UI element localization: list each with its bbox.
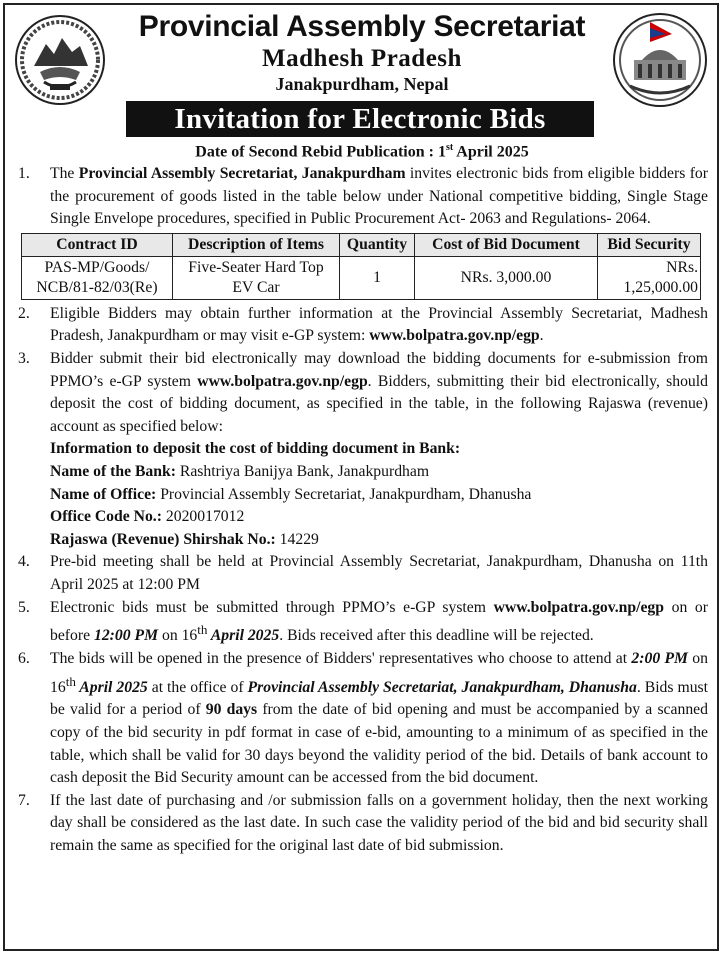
bank-info (50, 438, 708, 551)
cell-contract-id (22, 256, 173, 299)
clause-number: 1. (18, 165, 30, 182)
office-name-value: Provincial Assembly Secretariat, Janakpurdham, Dhanusha (156, 485, 532, 503)
date-suffix: th (197, 622, 208, 638)
notice-body (18, 163, 708, 858)
clause-text: on 16 (50, 649, 708, 696)
cell-text: PAS-MP/Goods/ (44, 258, 150, 276)
deadline-date: April 2025 (207, 627, 280, 645)
clause-text: . Bids received after this deadline will be rejected. (279, 627, 594, 645)
egp-link[interactable]: www.bolpatra.gov.np/egp (493, 598, 664, 616)
bank-name-label: Name of the Bank: (50, 462, 176, 480)
col-description: Description of Items (173, 233, 340, 256)
col-quantity: Quantity (340, 233, 415, 256)
clause-emphasis: Provincial Assembly Secretariat, Janakpurdham (78, 165, 406, 182)
office-code-label: Office Code No.: (50, 508, 162, 526)
clause-4 (18, 551, 708, 596)
notice-banner: Invitation for Electronic Bids (126, 101, 594, 137)
cell-text: EV Car (232, 278, 280, 296)
clause-text: The (50, 165, 79, 182)
clause-number: 5. (18, 598, 30, 616)
publication-date (0, 142, 724, 161)
cell-text: NRs. (666, 258, 698, 276)
bid-table-wrapper (18, 233, 708, 300)
office-name-label: Name of Office: (50, 485, 157, 503)
pub-date-suffix: st (445, 142, 454, 153)
bank-info-heading: Information to deposit the cost of bidding document in Bank: (50, 440, 461, 458)
col-contract-id: Contract ID (22, 233, 173, 256)
deadline-time: 12:00 PM (93, 627, 159, 645)
cell-text: NCB/81-82/03(Re) (36, 278, 158, 296)
cell-quantity: 1 (340, 256, 415, 299)
clause-2 (18, 303, 708, 348)
cell-text: Five-Seater Hard Top (188, 258, 324, 276)
table-row (22, 256, 701, 299)
clause-text: at the office of (147, 678, 248, 696)
clause-text: . Bidders, submitting their bid electronically, should deposit the cost of bidding document, as specified in the table, in the following Rajaswa (revenue) account as specified below: (50, 372, 708, 435)
opening-date: April 2025 (75, 678, 148, 696)
pub-date-label: Date of Second Rebid Publication : (195, 143, 434, 161)
clause-text: . (539, 327, 544, 345)
cell-cost: NRs. 3,000.00 (415, 256, 598, 299)
cell-description (173, 256, 340, 299)
col-cost: Cost of Bid Document (415, 233, 598, 256)
clause-text: from the date of bid opening and must be accompanied by a scanned copy of the bid security in pdf format in case of e-bid, amounting to a minimum of as specified in the table, which shall be valid for 30 days beyond the validity period of the bid. Details of bank account to cash deposit the Bid Security amount can be accessed from the bid document. (50, 701, 708, 787)
clause-text: on or before (50, 598, 708, 645)
clause-text: The bids will be opened in the presence of Bidders' representatives who choose to attend at (50, 649, 632, 667)
opening-time: 2:00 PM (631, 649, 688, 667)
cell-text: 1,25,000.00 (623, 278, 698, 296)
clause-3 (18, 348, 708, 551)
clause-text: Eligible Bidders may obtain further information at the Provincial Assembly Secretariat, Madhesh Pradesh, Janakpurdham or may visit e-GP system: (50, 304, 708, 345)
table-header-row (22, 233, 701, 256)
clause-5 (18, 597, 708, 648)
col-bid-security: Bid Security (598, 233, 701, 256)
validity-period: 90 days (205, 701, 258, 719)
clause-text: on 16 (158, 627, 198, 645)
shirshak-value: 14229 (275, 530, 319, 548)
clause-number: 3. (18, 349, 30, 367)
clause-text: . Bids must be valid for a period of (50, 678, 708, 719)
clause-number: 7. (18, 791, 30, 809)
org-title: Provincial Assembly Secretariat (138, 10, 586, 43)
clause-text: Bidder submit their bid electronically may download the bidding documents for e-submission from PPMO’s e-GP system (50, 349, 708, 390)
office-code-value: 2020017012 (161, 508, 245, 526)
pub-date-rest: April 2025 (453, 143, 529, 161)
clause-number: 6. (18, 649, 30, 667)
clause-7 (18, 790, 708, 858)
org-location: Janakpurdham, Nepal (275, 74, 449, 94)
clause-1 (18, 163, 708, 231)
clause-text: invites electronic bids from eligible bidders for the procurement of goods listed in the table below under National competitive bidding, Single Stage Single Envelope procedures, specified in Public Procurement Act- 2063 and Regulations- 2064. (50, 165, 708, 228)
clause-text: Pre-bid meeting shall be held at Provincial Assembly Secretariat, Janakpurdham, Dhanusha on 11th April 2025 at 12:00 PM (50, 553, 708, 593)
clause-6 (18, 648, 708, 790)
bid-table (21, 233, 701, 300)
clause-text: If the last date of purchasing and /or submission falls on a government holiday, then the next working day shall be considered as the last date. In such case the validity period of the bid and bid security shall remain the same as specified for the original last date of bid submission. (50, 791, 708, 854)
shirshak-label: Rajaswa (Revenue) Shirshak No.: (50, 530, 276, 548)
opening-venue: Provincial Assembly Secretariat, Janakpurdham, Dhanusha (247, 678, 637, 696)
pub-date-day: 1 (437, 143, 446, 161)
clause-number: 2. (18, 304, 30, 322)
cell-bid-security (598, 256, 701, 299)
egp-link[interactable]: www.bolpatra.gov.np/egp (197, 372, 368, 390)
date-suffix: th (65, 673, 76, 689)
bank-name-value: Rashtriya Banijya Bank, Janakpurdham (175, 462, 430, 480)
clause-number: 4. (18, 553, 30, 571)
egp-link[interactable]: www.bolpatra.gov.np/egp (369, 327, 540, 345)
clause-text: Electronic bids must be submitted through PPMO’s e-GP system (50, 598, 494, 616)
org-subtitle: Madhesh Pradesh (262, 45, 462, 72)
